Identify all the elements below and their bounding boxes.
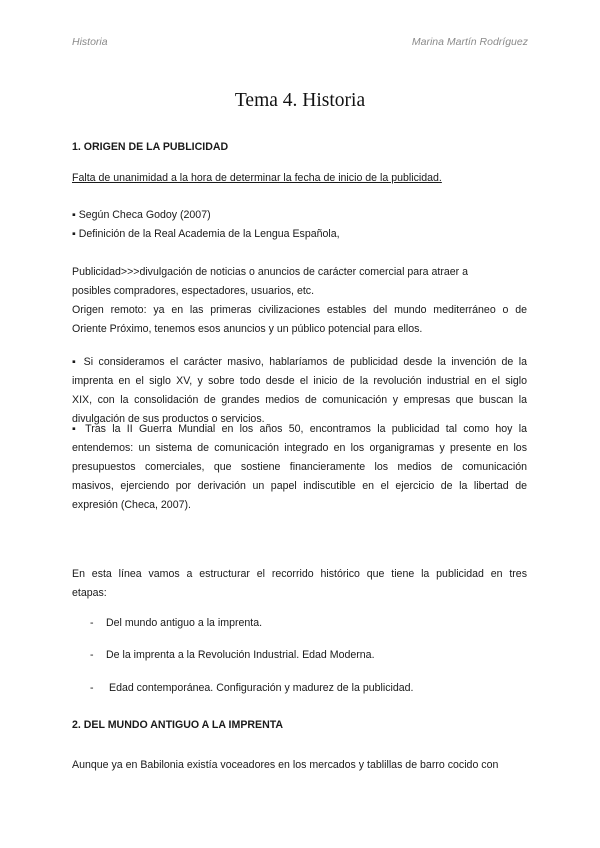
page-header bbox=[72, 36, 528, 50]
text-line: etapas: bbox=[72, 587, 107, 599]
text-line: entendemos: un sistema de comunicación integrado en los organigramas y presente en los bbox=[72, 442, 527, 454]
section-2-heading: 2. DEL MUNDO ANTIGUO A LA IMPRENTA bbox=[72, 719, 284, 731]
list-item-text: Del mundo antiguo a la imprenta. bbox=[106, 617, 263, 629]
section-1-heading: 1. ORIGEN DE LA PUBLICIDAD bbox=[72, 141, 229, 153]
list-item bbox=[90, 679, 413, 698]
underlined-statement: Falta de unanimidad a la hora de determinar la fecha de inicio de la publicidad. bbox=[72, 172, 442, 184]
list-dash: - bbox=[90, 617, 94, 629]
text-line: Publicidad>>>divulgación de noticias o anuncios de carácter comercial para atraer a bbox=[72, 266, 469, 278]
text-line: ▪ Si consideramos el carácter masivo, hablaríamos de publicidad desde la invención de la bbox=[72, 356, 527, 368]
text-line: Origen remoto: ya en las primeras civilizaciones estables del mundo mediterráneo o de bbox=[72, 304, 527, 316]
header-author: Marina Martín Rodríguez bbox=[411, 36, 528, 48]
list-dash: - bbox=[90, 649, 94, 661]
text-line: Aunque ya en Babilonia existía voceadores en los mercados y tablillas de barro cocido con bbox=[72, 759, 499, 771]
bullet-item: ▪ Definición de la Real Academia de la Lengua Española, bbox=[72, 228, 340, 240]
list-item bbox=[90, 646, 375, 665]
text-line: presupuestos comerciales, que sostiene financieramente los medios de comunicación bbox=[72, 461, 527, 473]
paragraph-masivo bbox=[72, 353, 527, 429]
text-line: posibles compradores, espectadores, usuarios, etc. bbox=[72, 285, 315, 297]
text-line: expresión (Checa, 2007). bbox=[72, 499, 191, 511]
bullet-list-sources bbox=[72, 206, 527, 244]
text-line: XIX, con la consolidación de grandes medios de comunicación y empresas que buscan la bbox=[72, 394, 527, 406]
section-2-paragraph bbox=[72, 756, 527, 775]
document-title: Tema 4. Historia bbox=[234, 90, 366, 111]
list-item bbox=[90, 614, 262, 633]
header-subject: Historia bbox=[72, 36, 108, 48]
list-dash: - bbox=[90, 682, 94, 694]
list-item-text: Edad contemporánea. Configuración y madurez de la publicidad. bbox=[109, 682, 414, 694]
text-line: En esta línea vamos a estructurar el recorrido histórico que tiene la publicidad en tres bbox=[72, 568, 527, 580]
text-line: divulgación de sus productos o servicios. bbox=[72, 413, 265, 425]
definition-paragraph bbox=[72, 263, 527, 339]
text-line: masivos, ejerciendo por derivación un papel indiscutible en el ejercicio de la libertad de bbox=[72, 480, 527, 492]
text-line: ▪ Tras la II Guerra Mundial en los años 50, encontramos la publicidad tal como hoy la bbox=[72, 423, 527, 435]
text-line: Oriente Próximo, tenemos esos anuncios y un público potencial para ellos. bbox=[72, 323, 423, 335]
paragraph-guerra bbox=[72, 420, 527, 515]
list-item-text: De la imprenta a la Revolución Industrial. Edad Moderna. bbox=[106, 649, 375, 661]
bullet-item: ▪ Según Checa Godoy (2007) bbox=[72, 209, 211, 221]
paragraph-etapas bbox=[72, 565, 527, 603]
text-line: imprenta en el siglo XV, y sobre todo desde el inicio de la revolución industrial en el siglo bbox=[72, 375, 527, 387]
